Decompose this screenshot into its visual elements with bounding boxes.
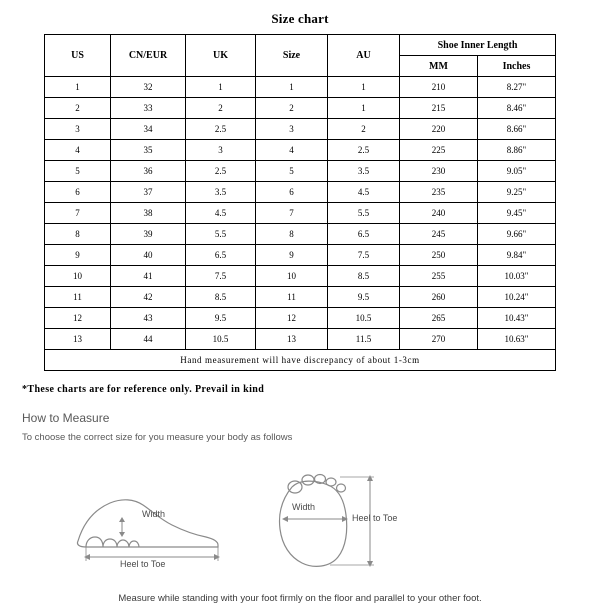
- cell-inches: 9.05": [478, 161, 556, 182]
- cell-uk: 10.5: [186, 329, 256, 350]
- cell-us: 2: [45, 98, 111, 119]
- table-row: [45, 329, 556, 350]
- hand-measurement-note: Hand measurement will have discrepancy of about 1-3cm: [45, 350, 556, 371]
- cell-cn-eur: 33: [111, 98, 186, 119]
- size-chart-table: [44, 34, 556, 371]
- table-row: [45, 140, 556, 161]
- cell-cn-eur: 37: [111, 182, 186, 203]
- cell-size: 10: [256, 266, 328, 287]
- cell-cn-eur: 32: [111, 77, 186, 98]
- table-row: [45, 203, 556, 224]
- cell-us: 13: [45, 329, 111, 350]
- cell-au: 3.5: [328, 161, 400, 182]
- cell-size: 5: [256, 161, 328, 182]
- cell-au: 4.5: [328, 182, 400, 203]
- cell-size: 13: [256, 329, 328, 350]
- cell-mm: 215: [400, 98, 478, 119]
- cell-uk: 3: [186, 140, 256, 161]
- table-row: [45, 119, 556, 140]
- cell-uk: 5.5: [186, 224, 256, 245]
- col-header-shoe-inner-length: Shoe Inner Length: [400, 35, 556, 56]
- cell-inches: 9.66": [478, 224, 556, 245]
- cell-cn-eur: 38: [111, 203, 186, 224]
- table-row: [45, 224, 556, 245]
- cell-inches: 8.46": [478, 98, 556, 119]
- cell-mm: 260: [400, 287, 478, 308]
- cell-us: 6: [45, 182, 111, 203]
- table-row: [45, 245, 556, 266]
- col-header-us: US: [45, 35, 111, 77]
- cell-uk: 4.5: [186, 203, 256, 224]
- table-row: [45, 98, 556, 119]
- cell-au: 10.5: [328, 308, 400, 329]
- cell-au: 2: [328, 119, 400, 140]
- cell-size: 4: [256, 140, 328, 161]
- cell-mm: 250: [400, 245, 478, 266]
- cell-au: 6.5: [328, 224, 400, 245]
- how-to-measure-subheading: To choose the correct size for you measure your body as follows: [22, 432, 293, 443]
- cell-mm: 270: [400, 329, 478, 350]
- cell-cn-eur: 42: [111, 287, 186, 308]
- cell-uk: 6.5: [186, 245, 256, 266]
- cell-inches: 10.03": [478, 266, 556, 287]
- cell-mm: 220: [400, 119, 478, 140]
- cell-us: 11: [45, 287, 111, 308]
- col-header-au: AU: [328, 35, 400, 77]
- page-title: Size chart: [271, 11, 329, 26]
- cell-uk: 1: [186, 77, 256, 98]
- cell-size: 12: [256, 308, 328, 329]
- cell-size: 9: [256, 245, 328, 266]
- side-width-label: Width: [142, 509, 166, 519]
- cell-cn-eur: 35: [111, 140, 186, 161]
- cell-inches: 10.43": [478, 308, 556, 329]
- cell-cn-eur: 34: [111, 119, 186, 140]
- size-chart-page: [0, 11, 600, 611]
- cell-mm: 245: [400, 224, 478, 245]
- cell-mm: 225: [400, 140, 478, 161]
- cell-uk: 2: [186, 98, 256, 119]
- cell-inches: 9.84": [478, 245, 556, 266]
- foot-measure-illustration: [0, 447, 600, 577]
- cell-au: 5.5: [328, 203, 400, 224]
- col-header-uk: UK: [186, 35, 256, 77]
- cell-us: 1: [45, 77, 111, 98]
- cell-au: 8.5: [328, 266, 400, 287]
- cell-inches: 10.63": [478, 329, 556, 350]
- cell-mm: 255: [400, 266, 478, 287]
- cell-mm: 210: [400, 77, 478, 98]
- table-row: [45, 182, 556, 203]
- cell-size: 2: [256, 98, 328, 119]
- cell-cn-eur: 39: [111, 224, 186, 245]
- cell-us: 4: [45, 140, 111, 161]
- table-header-row: [45, 35, 556, 56]
- cell-us: 3: [45, 119, 111, 140]
- table-footer-note-row: [45, 350, 556, 371]
- cell-au: 9.5: [328, 287, 400, 308]
- cell-cn-eur: 36: [111, 161, 186, 182]
- cell-size: 8: [256, 224, 328, 245]
- how-to-measure-heading: How to Measure: [22, 411, 110, 425]
- cell-inches: 8.66": [478, 119, 556, 140]
- cell-inches: 8.27": [478, 77, 556, 98]
- table-row: [45, 77, 556, 98]
- cell-mm: 230: [400, 161, 478, 182]
- top-width-label: Width: [292, 502, 316, 512]
- cell-au: 11.5: [328, 329, 400, 350]
- cell-uk: 2.5: [186, 161, 256, 182]
- col-header-cn-eur: CN/EUR: [111, 35, 186, 77]
- measure-footer-note: Measure while standing with your foot firmly on the floor and parallel to your other foot.: [118, 593, 482, 604]
- cell-mm: 240: [400, 203, 478, 224]
- cell-size: 6: [256, 182, 328, 203]
- cell-us: 12: [45, 308, 111, 329]
- cell-size: 7: [256, 203, 328, 224]
- cell-mm: 265: [400, 308, 478, 329]
- col-header-size: Size: [256, 35, 328, 77]
- reference-only-note: *These charts are for reference only. Prevail in kind: [22, 384, 265, 395]
- cell-uk: 2.5: [186, 119, 256, 140]
- cell-uk: 3.5: [186, 182, 256, 203]
- cell-cn-eur: 41: [111, 266, 186, 287]
- cell-us: 5: [45, 161, 111, 182]
- cell-au: 1: [328, 77, 400, 98]
- cell-mm: 235: [400, 182, 478, 203]
- table-row: [45, 287, 556, 308]
- col-header-mm: MM: [400, 56, 478, 77]
- cell-us: 9: [45, 245, 111, 266]
- cell-size: 3: [256, 119, 328, 140]
- cell-size: 1: [256, 77, 328, 98]
- cell-uk: 8.5: [186, 287, 256, 308]
- cell-us: 7: [45, 203, 111, 224]
- how-to-measure-diagram: [0, 447, 600, 577]
- cell-inches: 8.86": [478, 140, 556, 161]
- col-header-inches: Inches: [478, 56, 556, 77]
- cell-us: 8: [45, 224, 111, 245]
- cell-cn-eur: 44: [111, 329, 186, 350]
- cell-au: 7.5: [328, 245, 400, 266]
- cell-cn-eur: 43: [111, 308, 186, 329]
- table-row: [45, 308, 556, 329]
- top-heel-to-toe-label: Heel to Toe: [352, 513, 398, 523]
- cell-au: 1: [328, 98, 400, 119]
- cell-au: 2.5: [328, 140, 400, 161]
- cell-inches: 9.25": [478, 182, 556, 203]
- cell-size: 11: [256, 287, 328, 308]
- cell-inches: 9.45": [478, 203, 556, 224]
- cell-uk: 9.5: [186, 308, 256, 329]
- cell-inches: 10.24": [478, 287, 556, 308]
- side-heel-to-toe-label: Heel to Toe: [120, 559, 166, 569]
- table-row: [45, 266, 556, 287]
- cell-cn-eur: 40: [111, 245, 186, 266]
- cell-us: 10: [45, 266, 111, 287]
- table-row: [45, 161, 556, 182]
- cell-uk: 7.5: [186, 266, 256, 287]
